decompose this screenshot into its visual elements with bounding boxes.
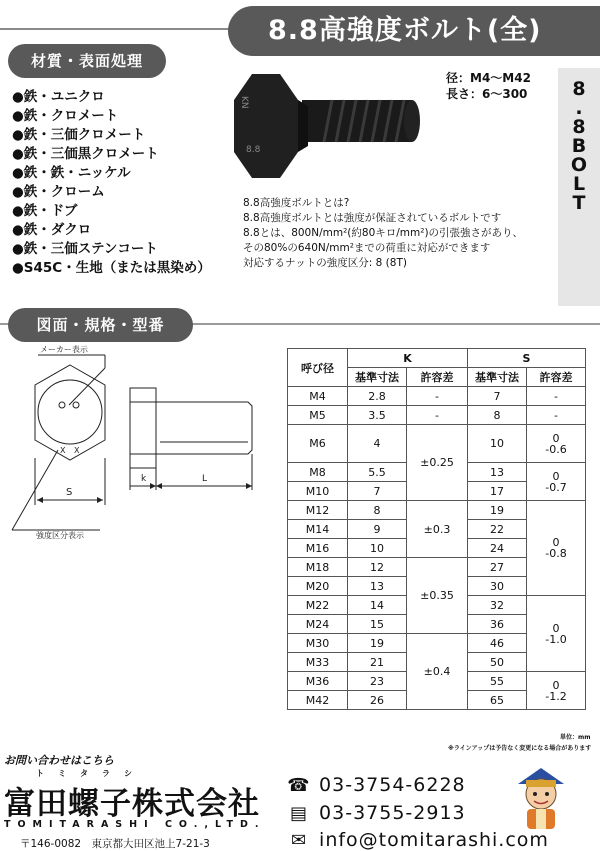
contact-label: お問い合わせはこちら [4,754,114,767]
table-cell: 17 [468,482,527,501]
list-item: ●鉄・三価黒クロメート [12,146,159,162]
table-cell: ±0.4 [407,634,468,710]
table-cell: M4 [288,387,348,406]
table-row [288,406,586,425]
description-line: 8.8とは、800N/mm²(約80キロ/mm²)の引張強さがあり、 [243,227,524,239]
table-header: K [348,349,468,368]
table-cell: 50 [468,653,527,672]
table-header: 許容差 [407,368,468,387]
table-cell: 0 -1.2 [527,672,586,710]
description [243,196,523,271]
table-cell: 12 [348,558,407,577]
table-cell: 65 [468,691,527,710]
bolt-grade-mark: 8.8 [246,145,261,155]
side-label [558,80,600,213]
side-char: O [570,154,588,176]
table-cell: 23 [348,672,407,691]
table-row [288,425,586,463]
table-cell: 14 [348,596,407,615]
table-header: 許容差 [527,368,586,387]
table-cell: M30 [288,634,348,653]
table-cell: M5 [288,406,348,425]
tel-number[interactable]: 03-3754-6228 [319,774,466,796]
table-cell: M24 [288,615,348,634]
table-cell: ±0.3 [407,501,468,558]
diameter-range: 径：M4〜M42 [446,71,531,85]
materials-list [12,88,211,278]
description-line: その80%の640N/mm²までの荷重に対応ができます [243,242,491,254]
list-item: ●S45C・生地（または黒染め） [12,260,211,276]
table-cell: 0 -0.6 [527,425,586,463]
spec-block [446,70,531,102]
table-cell: M12 [288,501,348,520]
table-cell: - [407,406,468,425]
table-cell: 4 [348,425,407,463]
table-cell: M33 [288,653,348,672]
table-cell: 26 [348,691,407,710]
table-cell: M8 [288,463,348,482]
bolt-maker-mark: KN [239,96,249,109]
fax-number: 03-3755-2913 [319,802,466,824]
table-cell: 13 [348,577,407,596]
table-cell: 21 [348,653,407,672]
table-cell: - [527,406,586,425]
dim-x-label: X [60,446,66,455]
fax-document-icon: ▤ [289,803,308,824]
bolt-photo [232,70,432,185]
table-cell: 30 [468,577,527,596]
title-rule [0,28,240,30]
table-cell: 24 [468,539,527,558]
list-item: ●鉄・ドブ [12,203,78,219]
table-cell: 9 [348,520,407,539]
dim-x-label: X [74,446,80,455]
table-cell: 0 -1.0 [527,596,586,672]
side-char: . [575,97,583,119]
mascot-illustration [510,764,572,834]
table-cell: 32 [468,596,527,615]
list-item: ●鉄・ユニクロ [12,89,105,105]
table-cell: 0 -0.7 [527,463,586,501]
table-cell: 19 [468,501,527,520]
table-cell: ±0.25 [407,425,468,501]
length-range: 長さ：6〜300 [446,87,528,101]
maker-mark-label: メーカー表示 [40,345,88,354]
side-char: T [572,192,586,214]
side-char: L [572,173,586,195]
dim-l-label: L [202,474,208,484]
company-furigana: トミタラシ [36,769,146,778]
table-cell: 7 [348,482,407,501]
fax-line [286,802,466,824]
table-cell: 10 [348,539,407,558]
company-roman-name: TOMITARASHI CO.,LTD. [4,819,266,830]
dim-k-label: k [141,474,147,484]
table-cell: 7 [468,387,527,406]
grade-mark-label: 強度区分表示 [36,531,84,540]
table-cell: 19 [348,634,407,653]
side-char: 8 [572,116,586,138]
list-item: ●鉄・三価ステンコート [12,241,158,257]
table-header: S [468,349,586,368]
list-item: ●鉄・鉄・ニッケル [12,165,131,181]
table-cell: - [527,387,586,406]
table-cell: 15 [348,615,407,634]
table-cell: M6 [288,425,348,463]
table-header: 基準寸法 [468,368,527,387]
table-cell: 46 [468,634,527,653]
table-cell: 13 [468,463,527,482]
table-cell: 0 -0.8 [527,501,586,596]
company-name: 富田螺子株式会社 [4,786,260,822]
description-line: 8.8高強度ボルトとは? [243,197,350,209]
list-item: ●鉄・クローム [12,184,105,200]
table-header: 基準寸法 [348,368,407,387]
table-header: 呼び径 [288,349,348,387]
table-cell: 36 [468,615,527,634]
table-cell: M14 [288,520,348,539]
company-address: 〒146-0082 東京都大田区池上7-21-3 [20,838,210,850]
table-cell: - [407,387,468,406]
table-row [288,387,586,406]
tel-line [286,774,466,796]
table-cell: M36 [288,672,348,691]
table-cell: 27 [468,558,527,577]
table-cell: ±0.35 [407,558,468,634]
description-line: 対応するナットの強度区分: 8 (8T) [243,257,407,269]
section-materials-heading: 材質・表面処理 [8,44,166,78]
description-line: 8.8高強度ボルトとは強度が保証されているボルトです [243,212,502,224]
table-cell: 22 [468,520,527,539]
table-cell: 2.8 [348,387,407,406]
lineup-note: ※ラインアップは予告なく変更になる場合があります [448,745,592,752]
unit-note: 単位：mm [560,734,591,741]
page-title: 8.8高強度ボルト(全) [228,6,600,56]
table-cell: M42 [288,691,348,710]
side-char: 8 [572,78,586,100]
phone-icon: ☎ [287,775,311,796]
table-cell: 3.5 [348,406,407,425]
mail-icon: ✉ [290,830,308,851]
table-cell: 8 [468,406,527,425]
table-cell: M18 [288,558,348,577]
table-cell: 10 [468,425,527,463]
table-cell: M22 [288,596,348,615]
table-cell: M10 [288,482,348,501]
spec-table [287,348,586,710]
list-item: ●鉄・ダクロ [12,222,92,238]
section-drawing-heading: 図面・規格・型番 [8,308,193,342]
list-item: ●鉄・三価クロメート [12,127,146,143]
technical-drawing [0,340,270,540]
table-cell: 5.5 [348,463,407,482]
table-row [288,501,586,520]
table-cell: 8 [348,501,407,520]
dim-s-label: S [66,487,73,498]
table-cell: M20 [288,577,348,596]
side-char: B [571,135,587,157]
table-cell: M16 [288,539,348,558]
table-cell: 55 [468,672,527,691]
list-item: ●鉄・クロメート [12,108,119,124]
email-address[interactable]: info@tomitarashi.com [319,829,549,851]
